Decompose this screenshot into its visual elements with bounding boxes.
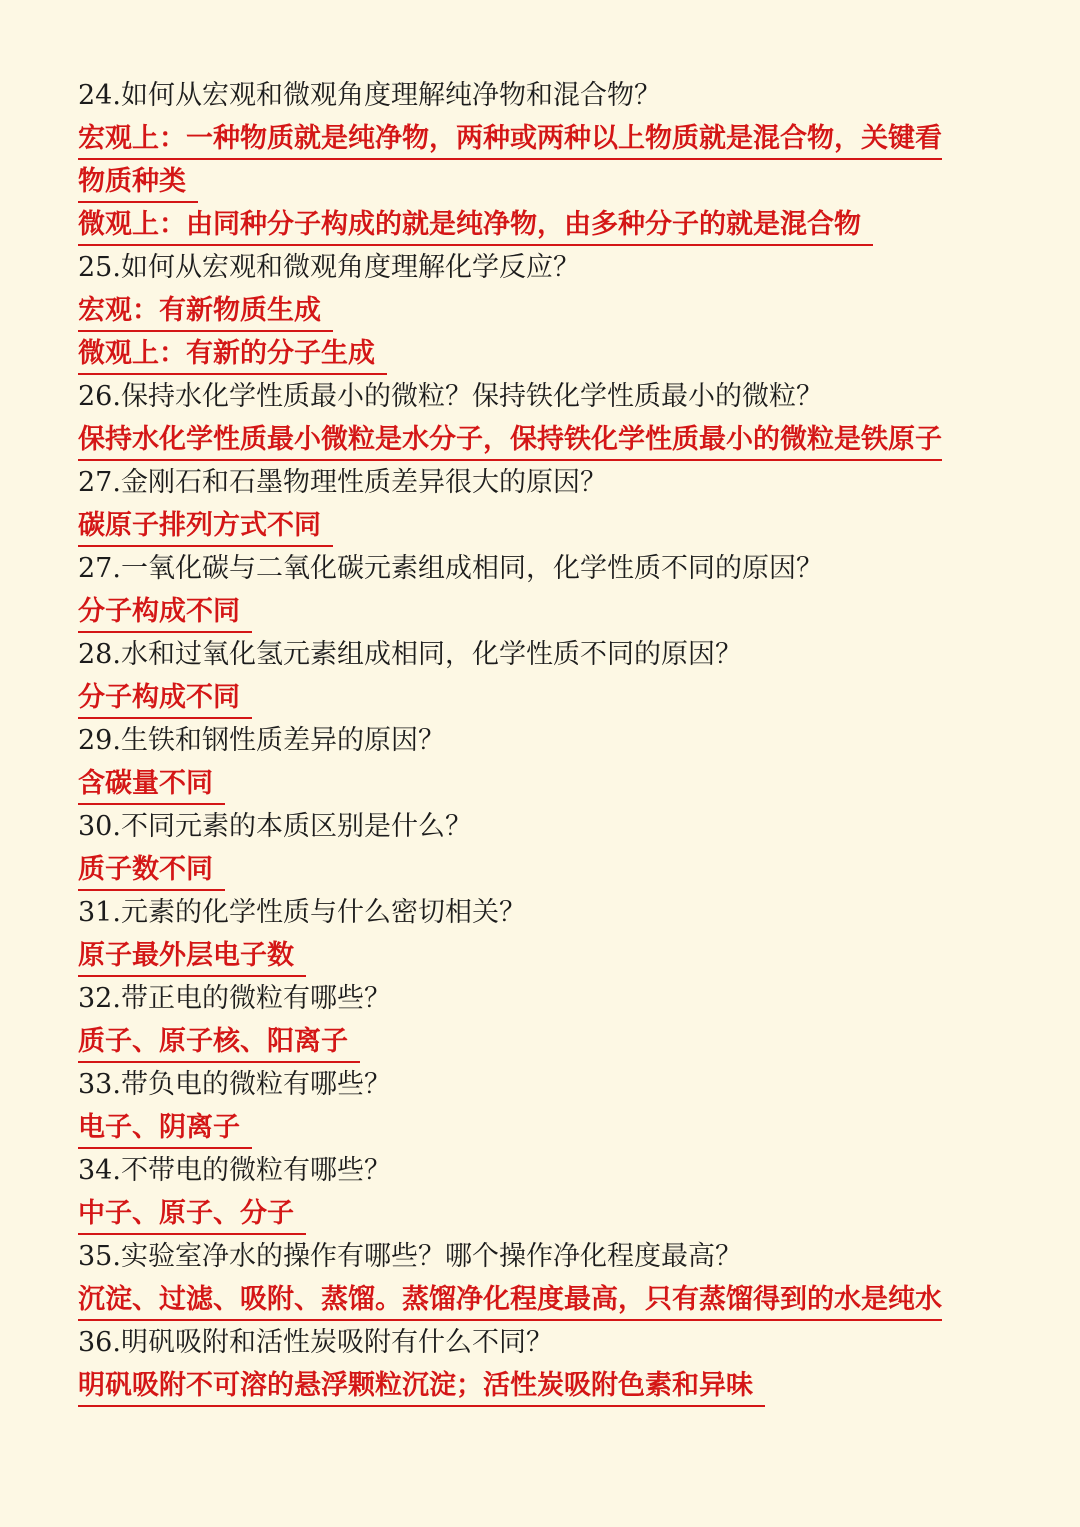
question-text: 35.实验室净水的操作有哪些？哪个操作净化程度最高？	[78, 1241, 742, 1272]
answer-line	[78, 115, 1013, 158]
answer-line	[78, 588, 1013, 631]
answer-text: 质子、原子核、阳离子	[78, 1023, 360, 1063]
answer-line	[78, 287, 1013, 330]
answer-line	[78, 158, 1013, 201]
answer-text: 原子最外层电子数	[78, 937, 306, 977]
answer-text: 物质种类	[78, 163, 198, 203]
question-text: 28.水和过氧化氢元素组成相同，化学性质不同的原因？	[78, 639, 742, 670]
answer-line	[78, 1018, 1013, 1061]
answer-text: 电子、阴离子	[78, 1109, 252, 1149]
question-text: 25.如何从宏观和微观角度理解化学反应？	[78, 252, 580, 283]
question-text: 30.不同元素的本质区别是什么？	[78, 811, 472, 842]
answer-text: 分子构成不同	[78, 593, 252, 633]
answer-line	[78, 674, 1013, 717]
question-text: 27.一氧化碳与二氧化碳元素组成相同，化学性质不同的原因？	[78, 553, 823, 584]
answer-text: 沉淀、过滤、吸附、蒸馏。蒸馏净化程度最高，只有蒸馏得到的水是纯水	[78, 1281, 942, 1321]
answer-text: 微观上：由同种分子构成的就是纯净物，由多种分子的就是混合物	[78, 206, 873, 246]
answer-line	[78, 201, 1013, 244]
question-text: 24.如何从宏观和微观角度理解纯净物和混合物？	[78, 80, 661, 111]
answer-text: 明矾吸附不可溶的悬浮颗粒沉淀；活性炭吸附色素和异味	[78, 1367, 765, 1407]
answer-text: 质子数不同	[78, 851, 225, 891]
answer-text: 宏观上：一种物质就是纯净物，两种或两种以上物质就是混合物，关键看	[78, 120, 942, 160]
qa-sheet	[78, 72, 1013, 1405]
answer-line	[78, 760, 1013, 803]
answer-text: 中子、原子、分子	[78, 1195, 306, 1235]
answer-text: 碳原子排列方式不同	[78, 507, 333, 547]
question-text: 26.保持水化学性质最小的微粒？保持铁化学性质最小的微粒？	[78, 381, 823, 412]
answer-line	[78, 1190, 1013, 1233]
answer-text: 保持水化学性质最小微粒是水分子，保持铁化学性质最小的微粒是铁原子	[78, 421, 942, 461]
answer-line	[78, 502, 1013, 545]
answer-line	[78, 932, 1013, 975]
answer-line	[78, 330, 1013, 373]
question-text: 27.金刚石和石墨物理性质差异很大的原因？	[78, 467, 607, 498]
answer-line	[78, 416, 1013, 459]
question-text: 32.带正电的微粒有哪些？	[78, 983, 391, 1014]
answer-line	[78, 1104, 1013, 1147]
answer-line	[78, 846, 1013, 889]
question-text: 29.生铁和钢性质差异的原因？	[78, 725, 445, 756]
question-text: 33.带负电的微粒有哪些？	[78, 1069, 391, 1100]
answer-text: 含碳量不同	[78, 765, 225, 805]
answer-text: 宏观：有新物质生成	[78, 292, 333, 332]
question-text: 36.明矾吸附和活性炭吸附有什么不同？	[78, 1327, 553, 1358]
question-text: 34.不带电的微粒有哪些？	[78, 1155, 391, 1186]
answer-text: 分子构成不同	[78, 679, 252, 719]
answer-text: 微观上：有新的分子生成	[78, 335, 387, 375]
question-text: 31.元素的化学性质与什么密切相关？	[78, 897, 526, 928]
answer-line	[78, 1362, 1013, 1405]
answer-line	[78, 1276, 1013, 1319]
